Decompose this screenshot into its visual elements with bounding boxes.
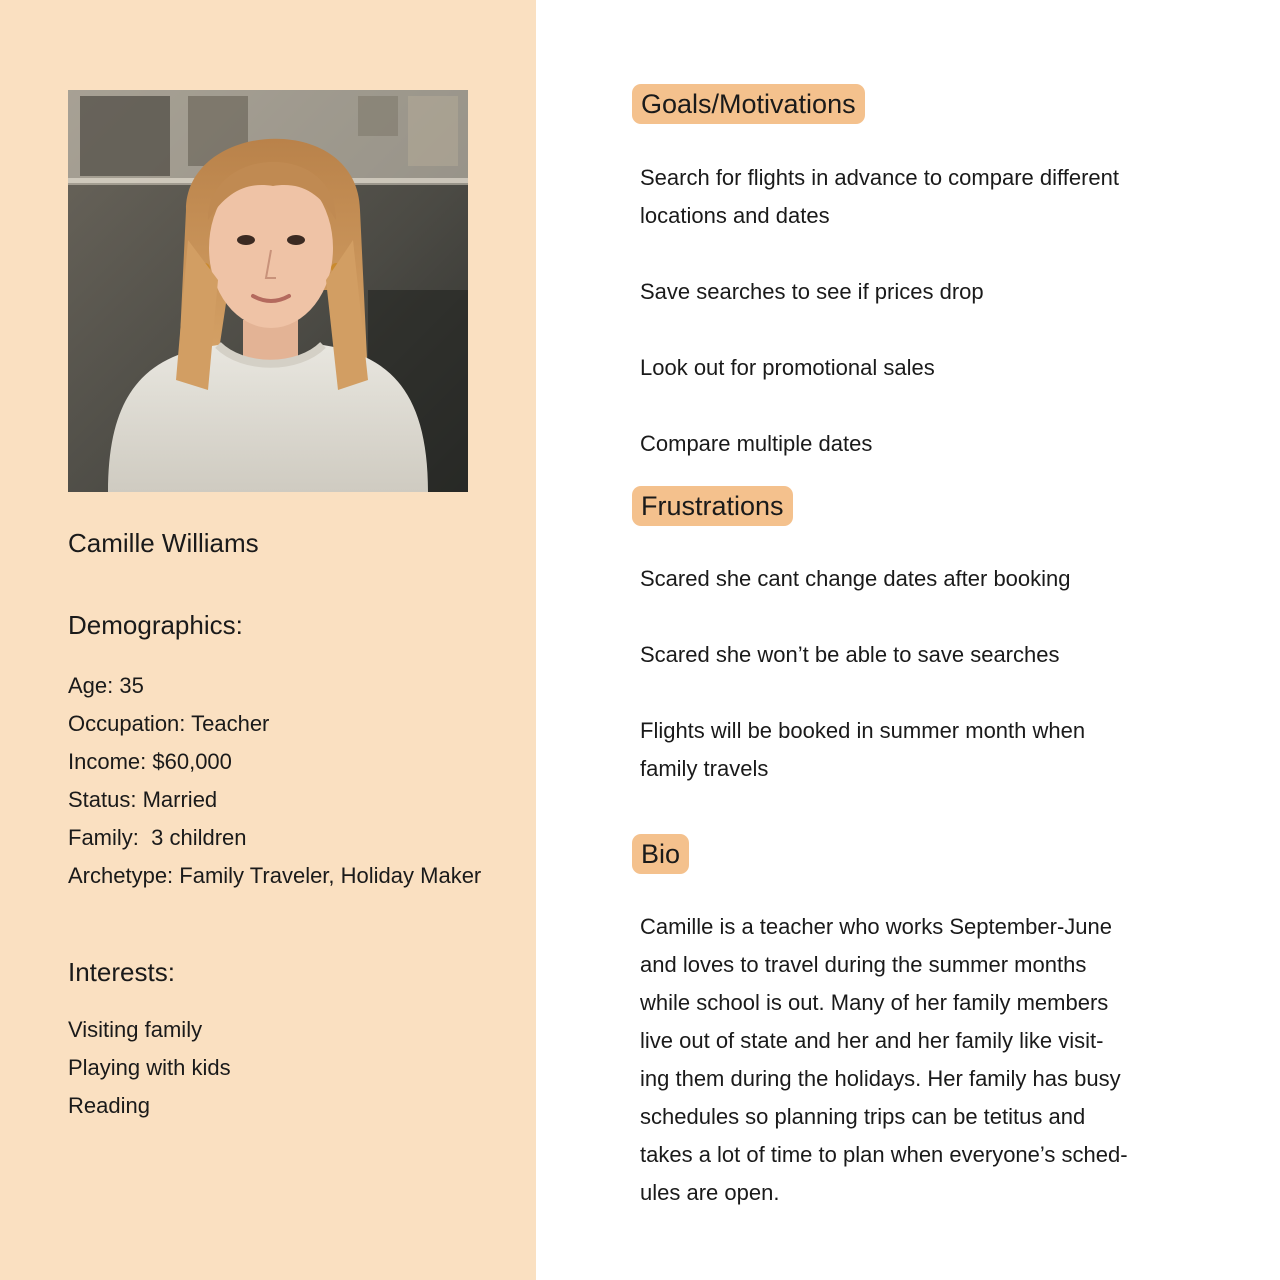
interests-title: Interests: — [68, 957, 175, 987]
bio-line: while school is out. Many of her family members — [640, 990, 1109, 1015]
goal-line: locations and dates — [640, 203, 830, 228]
demographic-income: Income: $60,000 — [68, 749, 232, 774]
bio-line: Camille is a teacher who works September-June — [640, 914, 1112, 939]
goal-item — [640, 273, 1200, 311]
goal-line: Compare multiple dates — [640, 431, 873, 456]
interests-list — [68, 1011, 231, 1125]
bio-line: schedules so planning trips can be tetitus and — [640, 1104, 1086, 1129]
bio-line: live out of state and her and her family like visit- — [640, 1028, 1104, 1053]
goal-line: Look out for promotional sales — [640, 355, 935, 380]
demographic-family: Family: 3 children — [68, 825, 247, 850]
frustration-line: Scared she cant change dates after booking — [640, 566, 1071, 591]
goal-line: Search for flights in advance to compare different — [640, 165, 1119, 190]
frustration-item — [640, 560, 1200, 598]
goal-item — [640, 159, 1200, 235]
demographics-title: Demographics: — [68, 610, 243, 640]
portrait-illustration — [68, 90, 468, 492]
persona-photo — [68, 90, 468, 492]
frustrations-heading: Frustrations — [632, 486, 793, 526]
bio-line: ing them during the holidays. Her family has busy — [640, 1066, 1121, 1091]
interest-item: Reading — [68, 1093, 150, 1118]
goal-item — [640, 349, 1200, 387]
goal-line: Save searches to see if prices drop — [640, 279, 984, 304]
bio-heading: Bio — [632, 834, 689, 874]
frustration-item — [640, 636, 1200, 674]
bio-text — [640, 908, 1180, 1212]
frustration-item — [640, 712, 1200, 788]
frustration-line: Scared she won’t be able to save searches — [640, 642, 1060, 667]
demographic-archetype: Archetype: Family Traveler, Holiday Maker — [68, 863, 482, 888]
interest-item: Visiting family — [68, 1017, 203, 1042]
goal-item — [640, 425, 1200, 463]
bio-line: and loves to travel during the summer months — [640, 952, 1087, 977]
frustration-line: family travels — [640, 756, 769, 781]
demographic-status: Status: Married — [68, 787, 218, 812]
bio-line: takes a lot of time to plan when everyone’s sched- — [640, 1142, 1128, 1167]
frustration-line: Flights will be booked in summer month when — [640, 718, 1086, 743]
interest-item: Playing with kids — [68, 1055, 231, 1080]
goals-heading: Goals/Motivations — [632, 84, 865, 124]
demographic-occupation: Occupation: Teacher — [68, 711, 270, 736]
demographics-list — [68, 667, 481, 895]
persona-name: Camille Williams — [68, 528, 259, 558]
bio-line: ules are open. — [640, 1180, 780, 1205]
demographic-age: Age: 35 — [68, 673, 144, 698]
